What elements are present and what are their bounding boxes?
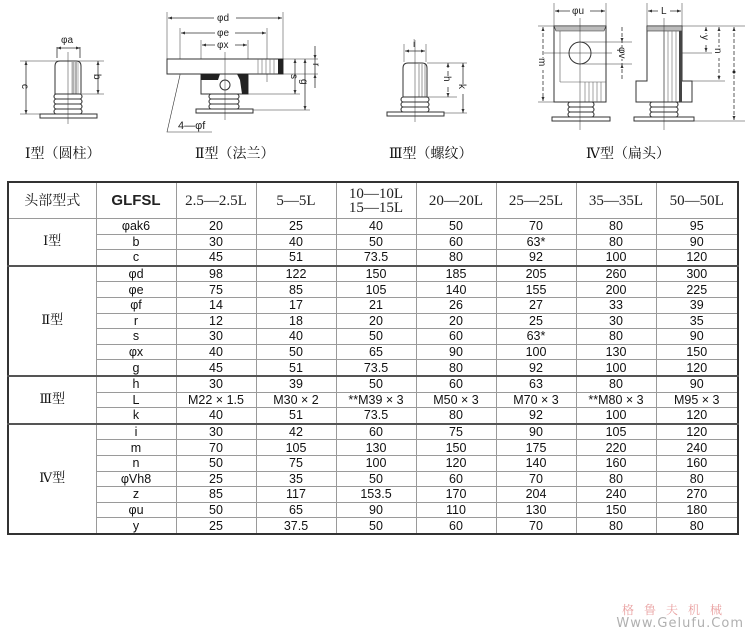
value-cell: 40 bbox=[256, 329, 336, 345]
table-row bbox=[8, 329, 738, 345]
value-cell: 35 bbox=[656, 313, 738, 329]
value-cell: 92 bbox=[496, 360, 576, 376]
value-cell: 39 bbox=[256, 376, 336, 392]
value-cell: 45 bbox=[176, 250, 256, 266]
header-model: GLFSL bbox=[96, 182, 176, 219]
value-cell: 51 bbox=[256, 250, 336, 266]
value-cell: 35 bbox=[256, 471, 336, 487]
spec-table bbox=[7, 181, 739, 535]
svg-text:φe: φe bbox=[217, 28, 230, 39]
value-cell: 80 bbox=[576, 376, 656, 392]
value-cell: 26 bbox=[416, 297, 496, 313]
value-cell: 120 bbox=[416, 455, 496, 471]
svg-text:i: i bbox=[413, 39, 416, 50]
watermark bbox=[616, 603, 744, 631]
group-label: Ⅱ型 bbox=[8, 266, 96, 376]
param-cell: φf bbox=[96, 297, 176, 313]
value-cell: 240 bbox=[576, 487, 656, 503]
value-cell: 33 bbox=[576, 297, 656, 313]
header-size: 35—35L bbox=[576, 182, 656, 219]
value-cell: 63* bbox=[496, 329, 576, 345]
value-cell: 80 bbox=[576, 471, 656, 487]
value-cell: 175 bbox=[496, 440, 576, 456]
value-cell: 51 bbox=[256, 408, 336, 424]
param-cell: c bbox=[96, 250, 176, 266]
value-cell: 20 bbox=[416, 313, 496, 329]
value-cell: 85 bbox=[256, 282, 336, 298]
value-cell: 205 bbox=[496, 266, 576, 282]
param-cell: φx bbox=[96, 344, 176, 360]
table-header-row bbox=[8, 182, 738, 219]
value-cell: 50 bbox=[336, 234, 416, 250]
group-label: Ⅳ型 bbox=[8, 424, 96, 534]
value-cell: 204 bbox=[496, 487, 576, 503]
value-cell: M95 × 3 bbox=[656, 392, 738, 408]
svg-text:4—φf: 4—φf bbox=[178, 120, 206, 132]
value-cell: M22 × 1.5 bbox=[176, 392, 256, 408]
value-cell: **M80 × 3 bbox=[576, 392, 656, 408]
value-cell: 25 bbox=[496, 313, 576, 329]
param-cell: g bbox=[96, 360, 176, 376]
param-cell: z bbox=[96, 487, 176, 503]
value-cell: 90 bbox=[656, 329, 738, 345]
value-cell: 30 bbox=[576, 313, 656, 329]
svg-text:φd: φd bbox=[217, 13, 230, 24]
value-cell: 40 bbox=[336, 219, 416, 235]
value-cell: 120 bbox=[656, 408, 738, 424]
value-cell: 90 bbox=[416, 344, 496, 360]
value-cell: 50 bbox=[336, 376, 416, 392]
group-label: Ⅰ型 bbox=[8, 219, 96, 266]
value-cell: 27 bbox=[496, 297, 576, 313]
value-cell: 90 bbox=[656, 376, 738, 392]
param-cell: φd bbox=[96, 266, 176, 282]
value-cell: 30 bbox=[176, 329, 256, 345]
value-cell: 50 bbox=[336, 518, 416, 534]
value-cell: 260 bbox=[576, 266, 656, 282]
value-cell: 40 bbox=[256, 234, 336, 250]
value-cell: 95 bbox=[656, 219, 738, 235]
param-cell: φu bbox=[96, 502, 176, 518]
table-row bbox=[8, 344, 738, 360]
value-cell: 120 bbox=[656, 424, 738, 440]
value-cell: 75 bbox=[176, 282, 256, 298]
value-cell: 60 bbox=[416, 376, 496, 392]
figure-caption: Ⅳ型（扁头） bbox=[586, 146, 670, 162]
table-row bbox=[8, 471, 738, 487]
value-cell: 20 bbox=[176, 219, 256, 235]
table-row bbox=[8, 440, 738, 456]
figure-type4-flat-head bbox=[530, 0, 750, 170]
value-cell: 50 bbox=[256, 344, 336, 360]
value-cell: 120 bbox=[656, 250, 738, 266]
value-cell: 80 bbox=[656, 471, 738, 487]
value-cell: 60 bbox=[336, 424, 416, 440]
value-cell: 130 bbox=[336, 440, 416, 456]
watermark-cn: 格鲁夫机械 bbox=[621, 603, 732, 617]
value-cell: 100 bbox=[496, 344, 576, 360]
svg-text:s: s bbox=[288, 74, 299, 79]
value-cell: 50 bbox=[336, 471, 416, 487]
value-cell: 100 bbox=[576, 250, 656, 266]
value-cell: 70 bbox=[176, 440, 256, 456]
value-cell: 130 bbox=[576, 344, 656, 360]
value-cell: 17 bbox=[256, 297, 336, 313]
table-row bbox=[8, 408, 738, 424]
value-cell: 80 bbox=[576, 219, 656, 235]
param-cell: r bbox=[96, 313, 176, 329]
table-row bbox=[8, 360, 738, 376]
value-cell: 92 bbox=[496, 250, 576, 266]
value-cell: M30 × 2 bbox=[256, 392, 336, 408]
value-cell: 40 bbox=[176, 344, 256, 360]
param-cell: φVh8 bbox=[96, 471, 176, 487]
value-cell: 98 bbox=[176, 266, 256, 282]
figure-caption: Ⅰ型（圆柱） bbox=[25, 146, 101, 162]
svg-text:L: L bbox=[661, 6, 667, 17]
value-cell: 30 bbox=[176, 424, 256, 440]
figure-type1-cylinder bbox=[0, 0, 130, 170]
value-cell: 90 bbox=[496, 424, 576, 440]
value-cell: 140 bbox=[496, 455, 576, 471]
value-cell: 25 bbox=[176, 518, 256, 534]
value-cell: 30 bbox=[176, 376, 256, 392]
value-cell: 25 bbox=[256, 219, 336, 235]
value-cell: 65 bbox=[256, 502, 336, 518]
svg-text:φv: φv bbox=[616, 47, 627, 59]
value-cell: 160 bbox=[656, 455, 738, 471]
svg-text:g: g bbox=[298, 79, 309, 85]
svg-text:m: m bbox=[536, 58, 547, 67]
svg-text:φu: φu bbox=[572, 6, 585, 17]
value-cell: 70 bbox=[496, 471, 576, 487]
value-cell: 170 bbox=[416, 487, 496, 503]
header-size: 25—25L bbox=[496, 182, 576, 219]
value-cell: 100 bbox=[576, 408, 656, 424]
svg-text:k: k bbox=[456, 84, 467, 89]
value-cell: 122 bbox=[256, 266, 336, 282]
value-cell: 150 bbox=[576, 502, 656, 518]
table-row bbox=[8, 250, 738, 266]
value-cell: 105 bbox=[336, 282, 416, 298]
table-row bbox=[8, 234, 738, 250]
group-label: Ⅲ型 bbox=[8, 376, 96, 424]
table-row bbox=[8, 266, 738, 282]
value-cell: 75 bbox=[416, 424, 496, 440]
table-body bbox=[8, 219, 738, 534]
value-cell: 18 bbox=[256, 313, 336, 329]
figure-caption: Ⅱ型（法兰） bbox=[195, 146, 275, 162]
table-row bbox=[8, 487, 738, 503]
value-cell: 21 bbox=[336, 297, 416, 313]
value-cell: 25 bbox=[176, 471, 256, 487]
svg-text:r: r bbox=[310, 63, 321, 67]
param-cell: φak6 bbox=[96, 219, 176, 235]
value-cell: 220 bbox=[576, 440, 656, 456]
value-cell: 240 bbox=[656, 440, 738, 456]
value-cell: 75 bbox=[256, 455, 336, 471]
value-cell: 39 bbox=[656, 297, 738, 313]
value-cell: 300 bbox=[656, 266, 738, 282]
value-cell: 85 bbox=[176, 487, 256, 503]
value-cell: 130 bbox=[496, 502, 576, 518]
value-cell: 105 bbox=[576, 424, 656, 440]
header-size: 50—50L bbox=[656, 182, 738, 219]
value-cell: 14 bbox=[176, 297, 256, 313]
figure-type3-thread bbox=[375, 0, 495, 170]
value-cell: 150 bbox=[416, 440, 496, 456]
param-cell: φe bbox=[96, 282, 176, 298]
param-cell: h bbox=[96, 376, 176, 392]
value-cell: 73.5 bbox=[336, 408, 416, 424]
param-cell: m bbox=[96, 440, 176, 456]
value-cell: **M39 × 3 bbox=[336, 392, 416, 408]
value-cell: 155 bbox=[496, 282, 576, 298]
table-row bbox=[8, 297, 738, 313]
value-cell: 42 bbox=[256, 424, 336, 440]
header-head-type: 头部型式 bbox=[8, 182, 96, 219]
value-cell: 50 bbox=[176, 502, 256, 518]
value-cell: 270 bbox=[656, 487, 738, 503]
value-cell: 70 bbox=[496, 219, 576, 235]
svg-text:y: y bbox=[699, 35, 710, 40]
value-cell: 80 bbox=[576, 329, 656, 345]
svg-text:n: n bbox=[712, 48, 723, 54]
header-line: 10—10L bbox=[348, 185, 404, 202]
value-cell: 60 bbox=[416, 234, 496, 250]
value-cell: 50 bbox=[336, 329, 416, 345]
table-row bbox=[8, 518, 738, 534]
value-cell: 225 bbox=[656, 282, 738, 298]
value-cell: 37.5 bbox=[256, 518, 336, 534]
header-size bbox=[336, 182, 416, 219]
param-cell: k bbox=[96, 408, 176, 424]
value-cell: 50 bbox=[416, 219, 496, 235]
param-cell: b bbox=[96, 234, 176, 250]
header-line: 15—15L bbox=[348, 199, 404, 216]
param-cell: L bbox=[96, 392, 176, 408]
value-cell: 180 bbox=[656, 502, 738, 518]
value-cell: 90 bbox=[656, 234, 738, 250]
param-cell: i bbox=[96, 424, 176, 440]
value-cell: M70 × 3 bbox=[496, 392, 576, 408]
table-row bbox=[8, 424, 738, 440]
header-size: 5—5L bbox=[256, 182, 336, 219]
value-cell: 20 bbox=[336, 313, 416, 329]
value-cell: 153.5 bbox=[336, 487, 416, 503]
value-cell: M50 × 3 bbox=[416, 392, 496, 408]
value-cell: 70 bbox=[496, 518, 576, 534]
value-cell: 12 bbox=[176, 313, 256, 329]
value-cell: 60 bbox=[416, 471, 496, 487]
value-cell: 90 bbox=[336, 502, 416, 518]
watermark-en: Www.Gelufu.Com bbox=[616, 616, 744, 631]
value-cell: 200 bbox=[576, 282, 656, 298]
figure-caption: Ⅲ型（螺纹） bbox=[389, 146, 473, 162]
table-row bbox=[8, 392, 738, 408]
value-cell: 60 bbox=[416, 329, 496, 345]
figure-type2-flange bbox=[140, 0, 340, 170]
svg-text:c: c bbox=[19, 84, 30, 89]
value-cell: 63 bbox=[496, 376, 576, 392]
value-cell: 120 bbox=[656, 360, 738, 376]
value-cell: 80 bbox=[416, 360, 496, 376]
param-cell: s bbox=[96, 329, 176, 345]
value-cell: 150 bbox=[656, 344, 738, 360]
value-cell: 65 bbox=[336, 344, 416, 360]
value-cell: 92 bbox=[496, 408, 576, 424]
value-cell: 45 bbox=[176, 360, 256, 376]
value-cell: 80 bbox=[416, 250, 496, 266]
value-cell: 80 bbox=[576, 518, 656, 534]
value-cell: 110 bbox=[416, 502, 496, 518]
header-size: 2.5—2.5L bbox=[176, 182, 256, 219]
value-cell: 150 bbox=[336, 266, 416, 282]
value-cell: 160 bbox=[576, 455, 656, 471]
value-cell: 60 bbox=[416, 518, 496, 534]
value-cell: 51 bbox=[256, 360, 336, 376]
table-row bbox=[8, 455, 738, 471]
table-row bbox=[8, 219, 738, 235]
value-cell: 100 bbox=[576, 360, 656, 376]
param-cell: n bbox=[96, 455, 176, 471]
value-cell: 63* bbox=[496, 234, 576, 250]
svg-text:φa: φa bbox=[61, 35, 74, 46]
value-cell: 140 bbox=[416, 282, 496, 298]
value-cell: 50 bbox=[176, 455, 256, 471]
value-cell: 30 bbox=[176, 234, 256, 250]
value-cell: 73.5 bbox=[336, 250, 416, 266]
value-cell: 80 bbox=[576, 234, 656, 250]
value-cell: 100 bbox=[336, 455, 416, 471]
svg-text:h: h bbox=[441, 76, 452, 82]
param-cell: y bbox=[96, 518, 176, 534]
figures-area bbox=[0, 0, 750, 176]
value-cell: 73.5 bbox=[336, 360, 416, 376]
svg-text:b: b bbox=[91, 74, 102, 80]
value-cell: 185 bbox=[416, 266, 496, 282]
value-cell: 40 bbox=[176, 408, 256, 424]
header-size: 20—20L bbox=[416, 182, 496, 219]
table-row bbox=[8, 313, 738, 329]
value-cell: 80 bbox=[416, 408, 496, 424]
table-row bbox=[8, 282, 738, 298]
table-row bbox=[8, 376, 738, 392]
value-cell: 80 bbox=[656, 518, 738, 534]
table-row bbox=[8, 502, 738, 518]
value-cell: 117 bbox=[256, 487, 336, 503]
svg-text:φx: φx bbox=[217, 40, 229, 51]
value-cell: 105 bbox=[256, 440, 336, 456]
